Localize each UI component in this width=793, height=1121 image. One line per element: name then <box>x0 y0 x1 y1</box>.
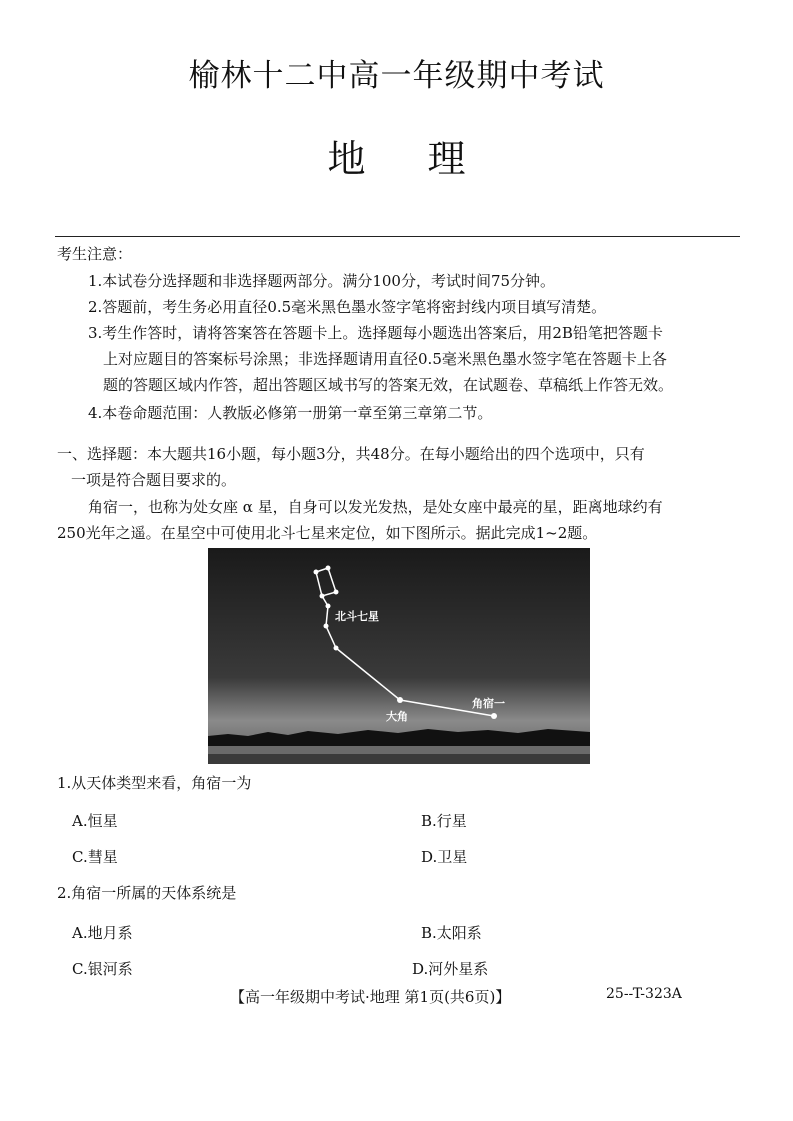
subject-title <box>0 128 793 183</box>
question-1-option-d: D.卫星 <box>421 848 468 866</box>
star-arcturus <box>397 697 403 703</box>
dipper-star-1 <box>314 570 319 575</box>
page-footer: 【高一年级期中考试·地理 第1页(共6页)】 <box>230 988 511 1006</box>
label-arcturus: 大角 <box>386 710 408 723</box>
question-2-option-c: C.银河系 <box>72 960 133 978</box>
question-1-option-b: B.行星 <box>421 812 467 830</box>
question-2-stem: 2.角宿一所属的天体系统是 <box>57 884 237 902</box>
passage-line-1: 角宿一，也称为处女座 α 星，自身可以发光发热，是处女座中最亮的星，距离地球约有 <box>88 498 663 516</box>
exam-code: 25--T-323A <box>606 986 682 1002</box>
section-heading-line-2: 一项是符合题目要求的。 <box>71 471 237 489</box>
notice-item-3-line-1: 3.考生作答时，请将答案答在答题卡上。选择题每小题选出答案后，用2B铅笔把答题卡 <box>88 324 663 342</box>
question-1-option-c: C.彗星 <box>72 848 118 866</box>
notice-item-2: 2.答题前，考生务必用直径0.5毫米黑色墨水签字笔将密封线内项目填写清楚。 <box>88 298 607 316</box>
section-heading-line-1: 一、选择题：本大题共16小题，每小题3分，共48分。在每小题给出的四个选项中，只有 <box>57 445 645 463</box>
dipper-star-4 <box>320 594 325 599</box>
question-2-option-b: B.太阳系 <box>421 924 482 942</box>
notice-item-4: 4.本卷命题范围：人教版必修第一册第一章至第三章第二节。 <box>88 404 493 422</box>
dipper-star-3 <box>334 590 339 595</box>
dipper-star-2 <box>326 566 331 571</box>
notice-item-1: 1.本试卷分选择题和非选择题两部分。满分100分，考试时间75分钟。 <box>88 272 556 290</box>
dipper-star-7 <box>334 646 339 651</box>
star-spica <box>491 713 497 719</box>
subject-char-2: 理 <box>427 137 466 181</box>
lake-shadow <box>208 754 590 764</box>
question-2-option-a: A.地月系 <box>72 924 133 942</box>
question-1-option-a: A.恒星 <box>72 812 118 830</box>
dipper-star-5 <box>326 604 331 609</box>
notice-item-3-line-3: 题的答题区域内作答，超出答题区域书写的答案无效，在试题卷、草稿纸上作答无效。 <box>103 376 674 394</box>
question-2-option-d: D.河外星系 <box>412 960 489 978</box>
notice-item-3-line-2: 上对应题目的答案标号涂黑；非选择题请用直径0.5毫米黑色墨水签字笔在答题卡上各 <box>103 350 667 368</box>
subject-char-1: 地 <box>327 137 366 181</box>
header-divider <box>55 236 740 237</box>
exam-title: 榆林十二中高一年级期中考试 <box>188 58 605 94</box>
label-big-dipper: 北斗七星 <box>335 610 379 623</box>
passage-line-2: 250光年之遥。在星空中可使用北斗七星来定位，如下图所示。据此完成1~2题。 <box>57 524 598 542</box>
star-map-photo <box>208 548 590 764</box>
dipper-star-6 <box>324 624 329 629</box>
label-spica: 角宿一 <box>472 697 505 710</box>
question-1-stem: 1.从天体类型来看，角宿一为 <box>57 774 252 792</box>
notice-heading: 考生注意： <box>57 245 133 263</box>
